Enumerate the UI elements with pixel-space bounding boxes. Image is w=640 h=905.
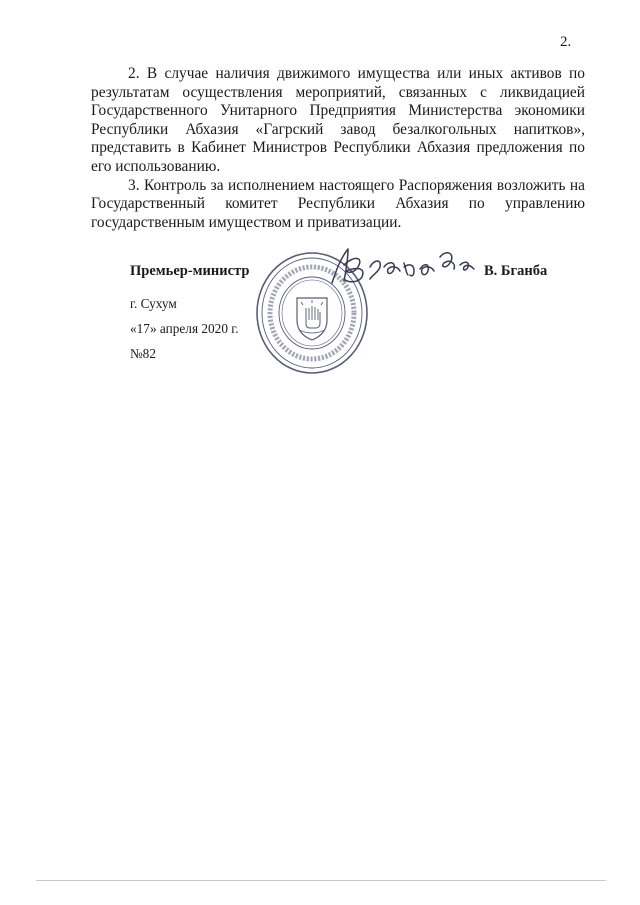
page-number: 2. (560, 34, 572, 50)
paragraph-2: 2. В случае наличия движимого имущества или иных активов по результатам осуществления мероприятий, связанных с ликвидацией Государственного Унитарного Предприятия Министерства экономики Республики Абхазия «Гагрский завод безалкогольных напитков», представить в Кабинет Министров Республики Абхазия предложения по его использованию. (91, 65, 585, 175)
paragraph-3: 3. Контроль за исполнением настоящего Распоряжения возложить на Государственный комитет Республики Абхазия по управлению государственным имуществом и приватизации. (91, 176, 585, 231)
issue-city: г. Сухум (130, 296, 177, 311)
document-number: №82 (130, 346, 156, 361)
signatory-name: В. Бганба (484, 263, 548, 279)
signatory-title: Премьер-министр (130, 263, 250, 279)
handwritten-signature-icon (326, 245, 478, 287)
page-bottom-edge (36, 880, 606, 881)
issue-date: «17» апреля 2020 г. (130, 321, 239, 336)
